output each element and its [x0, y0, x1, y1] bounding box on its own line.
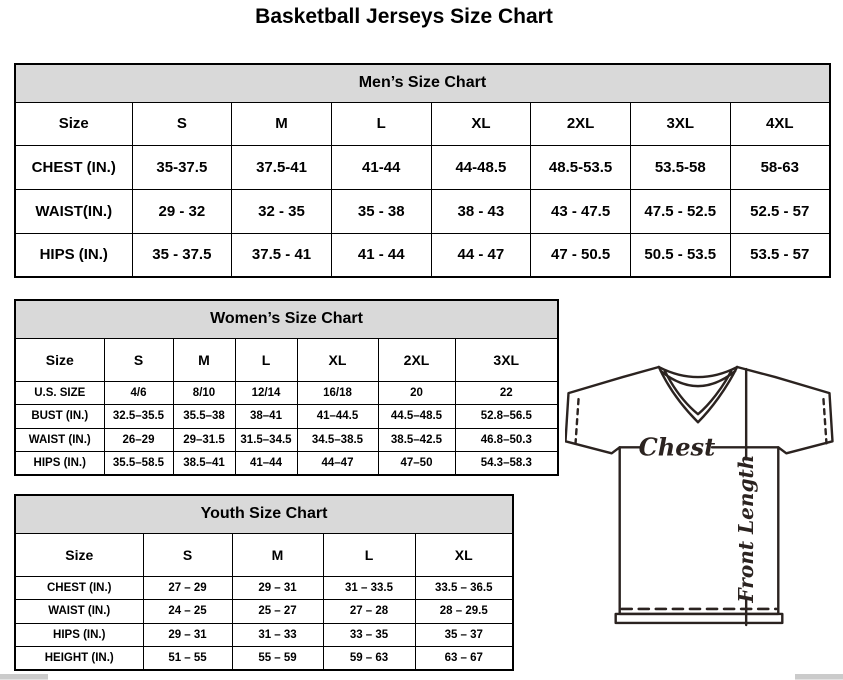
size-cell: 46.8–50.3	[455, 428, 558, 452]
size-cell: 43 - 47.5	[531, 189, 631, 233]
size-cell: 41-44	[331, 145, 431, 189]
size-cell: 29 - 32	[132, 189, 232, 233]
row-label: HIPS (IN.)	[15, 623, 143, 647]
size-cell: 47–50	[378, 452, 455, 476]
page-title: Basketball Jerseys Size Chart	[255, 5, 553, 28]
jersey-diagram-svg	[565, 361, 837, 628]
size-cell: 28 – 29.5	[415, 600, 513, 624]
table-title: Youth Size Chart	[15, 495, 513, 533]
size-cell: 47 - 50.5	[531, 233, 631, 277]
size-cell: 52.5 - 57	[730, 189, 830, 233]
size-cell: 54.3–58.3	[455, 452, 558, 476]
size-cell: 53.5 - 57	[730, 233, 830, 277]
size-cell: 53.5-58	[630, 145, 730, 189]
right-sleeve-dashed-line	[823, 399, 826, 443]
size-cell: 38.5–42.5	[378, 428, 455, 452]
size-cell: 34.5–38.5	[297, 428, 378, 452]
column-header: 3XL	[630, 102, 730, 145]
size-cell: 44 - 47	[431, 233, 531, 277]
collar-band-arc-outer	[659, 367, 737, 377]
size-cell: 38.5–41	[173, 452, 235, 476]
size-cell: 55 – 59	[232, 647, 323, 671]
size-cell: 27 – 29	[143, 576, 232, 600]
size-cell: 8/10	[173, 381, 235, 405]
mens-size-table	[14, 63, 831, 278]
size-cell: 16/18	[297, 381, 378, 405]
jersey-measurement-diagram	[565, 361, 837, 628]
row-label: U.S. SIZE	[15, 381, 104, 405]
size-cell: 41 - 44	[331, 233, 431, 277]
size-cell: 50.5 - 53.5	[630, 233, 730, 277]
column-header: XL	[415, 533, 513, 576]
size-cell: 29 – 31	[143, 623, 232, 647]
size-cell: 29–31.5	[173, 428, 235, 452]
size-cell: 35 – 37	[415, 623, 513, 647]
size-cell: 35.5–38	[173, 405, 235, 429]
size-cell: 63 – 67	[415, 647, 513, 671]
size-cell: 35.5–58.5	[104, 452, 173, 476]
size-cell: 41–44.5	[297, 405, 378, 429]
size-cell: 32 - 35	[232, 189, 332, 233]
size-cell: 35 - 37.5	[132, 233, 232, 277]
size-cell: 44.5–48.5	[378, 405, 455, 429]
size-cell: 33 – 35	[323, 623, 415, 647]
womens-size-table	[14, 299, 559, 476]
size-cell: 48.5-53.5	[531, 145, 631, 189]
size-cell: 25 – 27	[232, 600, 323, 624]
row-label: BUST (IN.)	[15, 405, 104, 429]
column-header: 2XL	[378, 338, 455, 381]
size-cell: 38–41	[235, 405, 297, 429]
left-sleeve-dashed-line	[576, 399, 579, 443]
table-title: Women’s Size Chart	[15, 300, 558, 338]
size-cell: 38 - 43	[431, 189, 531, 233]
size-cell: 44-48.5	[431, 145, 531, 189]
column-header: 2XL	[531, 102, 631, 145]
size-cell: 29 – 31	[232, 576, 323, 600]
column-header: L	[331, 102, 431, 145]
column-header: L	[235, 338, 297, 381]
size-cell: 59 – 63	[323, 647, 415, 671]
column-header: L	[323, 533, 415, 576]
column-header: M	[232, 533, 323, 576]
column-header: Size	[15, 102, 132, 145]
size-cell: 47.5 - 52.5	[630, 189, 730, 233]
size-cell: 41–44	[235, 452, 297, 476]
row-label: HIPS (IN.)	[15, 452, 104, 476]
row-label: CHEST (IN.)	[15, 145, 132, 189]
row-label: HEIGHT (IN.)	[15, 647, 143, 671]
column-header: XL	[297, 338, 378, 381]
column-header: 3XL	[455, 338, 558, 381]
column-header: S	[132, 102, 232, 145]
column-header: Size	[15, 533, 143, 576]
table-title: Men’s Size Chart	[15, 64, 830, 102]
size-cell: 31.5–34.5	[235, 428, 297, 452]
size-cell: 12/14	[235, 381, 297, 405]
size-cell: 32.5–35.5	[104, 405, 173, 429]
youth-size-table	[14, 494, 514, 671]
size-cell: 35-37.5	[132, 145, 232, 189]
horizontal-scrollbar-left-fragment[interactable]	[0, 674, 48, 680]
row-label: WAIST (IN.)	[15, 600, 143, 624]
chest-label: Chest	[638, 432, 716, 462]
size-cell: 24 – 25	[143, 600, 232, 624]
size-cell: 31 – 33.5	[323, 576, 415, 600]
size-cell: 52.8–56.5	[455, 405, 558, 429]
column-header: S	[143, 533, 232, 576]
column-header: M	[232, 102, 332, 145]
column-header: Size	[15, 338, 104, 381]
size-cell: 4/6	[104, 381, 173, 405]
column-header: M	[173, 338, 235, 381]
size-cell: 37.5-41	[232, 145, 332, 189]
size-cell: 58-63	[730, 145, 830, 189]
size-cell: 35 - 38	[331, 189, 431, 233]
row-label: WAIST (IN.)	[15, 428, 104, 452]
row-label: HIPS (IN.)	[15, 233, 132, 277]
size-cell: 22	[455, 381, 558, 405]
jersey-outline	[565, 367, 832, 614]
size-cell: 44–47	[297, 452, 378, 476]
column-header: S	[104, 338, 173, 381]
size-cell: 31 – 33	[232, 623, 323, 647]
column-header: 4XL	[730, 102, 830, 145]
size-cell: 26–29	[104, 428, 173, 452]
jersey-hem-band	[616, 614, 783, 623]
column-header: XL	[431, 102, 531, 145]
row-label: CHEST (IN.)	[15, 576, 143, 600]
size-cell: 51 – 55	[143, 647, 232, 671]
size-cell: 20	[378, 381, 455, 405]
size-cell: 27 – 28	[323, 600, 415, 624]
row-label: WAIST(IN.)	[15, 189, 132, 233]
front-length-label: Front Length	[734, 454, 759, 603]
size-cell: 37.5 - 41	[232, 233, 332, 277]
horizontal-scrollbar-right-fragment[interactable]	[795, 674, 843, 680]
size-cell: 33.5 – 36.5	[415, 576, 513, 600]
